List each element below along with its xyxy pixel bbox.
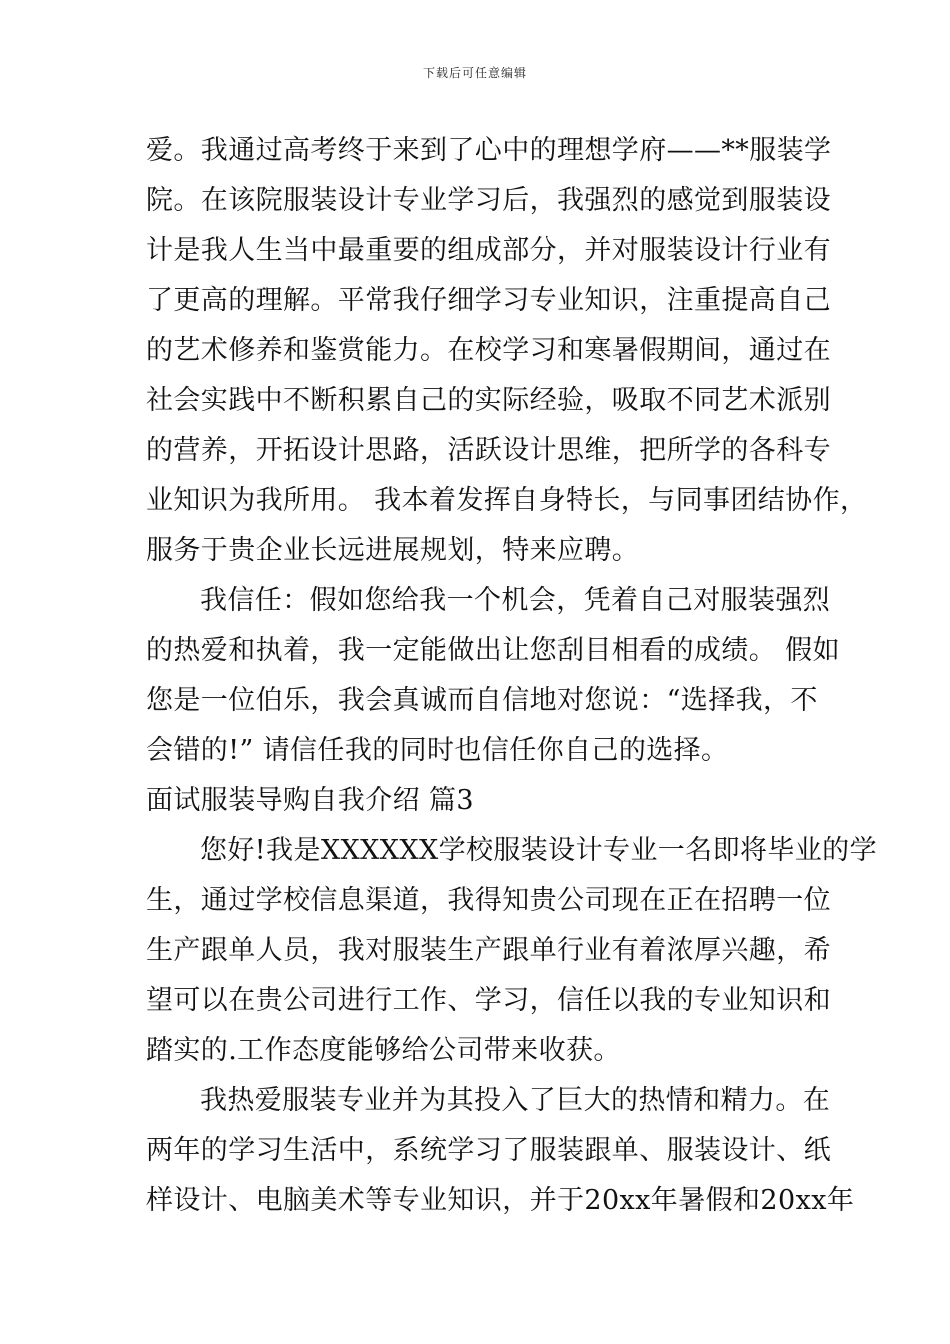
- text-line: 面试服装导购自我介绍 篇3: [146, 785, 474, 816]
- text-line: 的艺术修养和鉴赏能力。在校学习和寒暑假期间，通过在: [146, 335, 831, 366]
- page-header: 下载后可任意编辑: [422, 66, 527, 80]
- text-line: 了更高的理解。平常我仔细学习专业知识，注重提高自己: [146, 285, 831, 316]
- document-body: [146, 126, 877, 1226]
- text-line: 计是我人生当中最重要的组成部分，并对服装设计行业有: [146, 235, 831, 266]
- text-line: 院。在该院服装设计专业学习后，我强烈的感觉到服装设: [146, 185, 831, 216]
- text-line: 生产跟单人员，我对服装生产跟单行业有着浓厚兴趣，希: [146, 935, 831, 966]
- text-line: 会错的!” 请信任我的同时也信任你自己的选择。: [146, 735, 729, 766]
- text-line: 我热爱服装专业并为其投入了巨大的热情和精力。在: [200, 1085, 831, 1116]
- text-line: 您好!我是XXXXXX学校服装设计专业一名即将毕业的学: [200, 835, 877, 866]
- text-line: 我信任：假如您给我一个机会，凭着自己对服装强烈: [200, 585, 831, 616]
- text-line: 业知识为我所用。 我本着发挥自身特长，与同事团结协作，: [146, 485, 868, 516]
- text-line: 踏实的.工作态度能够给公司带来收获。: [146, 1035, 621, 1066]
- text-line: 样设计、电脑美术等专业知识，并于20xx年暑假和20xx年: [146, 1185, 855, 1216]
- text-line: 社会实践中不断积累自己的实际经验，吸取不同艺术派别: [146, 385, 831, 416]
- text-line: 的热爱和执着，我一定能做出让您刮目相看的成绩。 假如: [146, 635, 840, 666]
- text-line: 您是一位伯乐，我会真诚而自信地对您说：“选择我，不: [146, 685, 818, 716]
- text-line: 服务于贵企业长远进展规划，特来应聘。: [146, 535, 640, 566]
- text-line: 的营养，开拓设计思路，活跃设计思维，把所学的各科专: [146, 435, 831, 466]
- text-line: 两年的学习生活中，系统学习了服装跟单、服装设计、纸: [146, 1135, 831, 1166]
- text-line: 生，通过学校信息渠道，我得知贵公司现在正在招聘一位: [146, 885, 831, 916]
- text-line: 望可以在贵公司进行工作、学习，信任以我的专业知识和: [146, 985, 831, 1016]
- text-line: 爱。我通过高考终于来到了心中的理想学府——**服装学: [146, 135, 832, 166]
